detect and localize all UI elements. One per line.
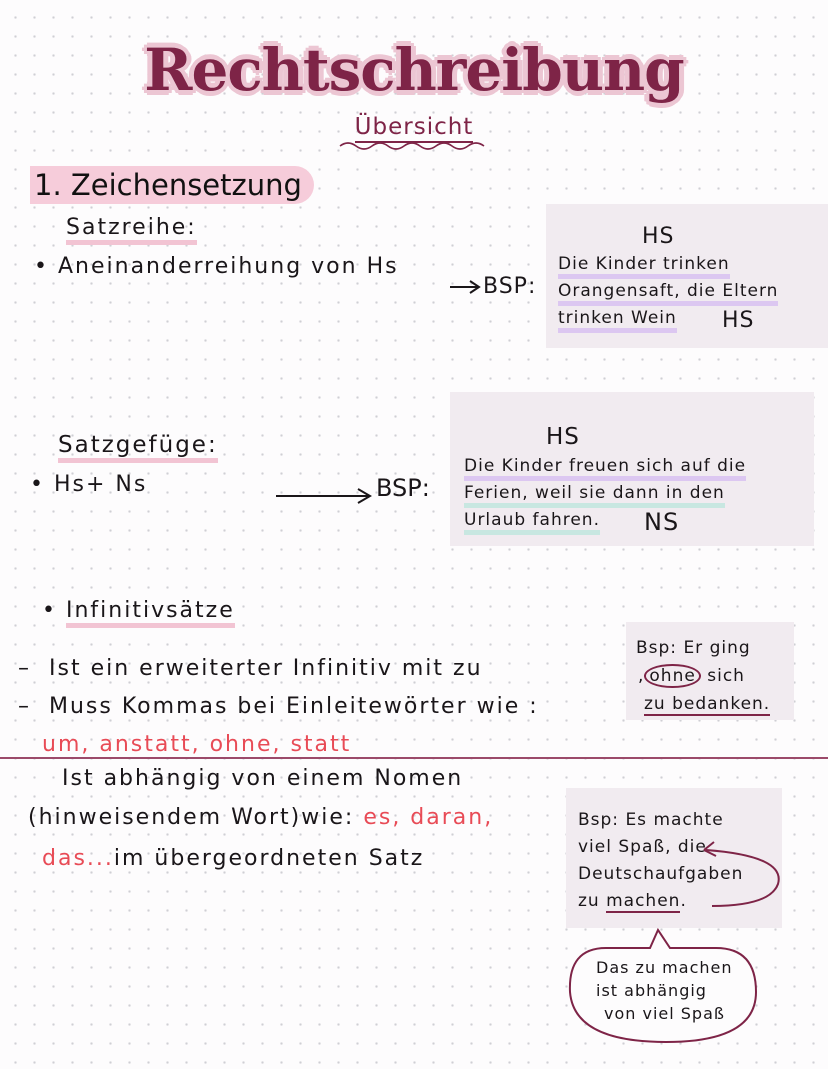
example-card-satzreihe <box>546 204 828 348</box>
satzreihe-bullet: • Aneinanderreihung von Hs <box>34 254 399 279</box>
divider <box>0 757 828 759</box>
bubble-line: Das zu machen <box>596 958 733 977</box>
infinitiv-line: – Ist ein erweiterter Infinitiv mit zu <box>18 656 483 681</box>
example-line: Die Kinder trinken <box>558 254 730 274</box>
example-line: Bsp: Er ging <box>636 638 751 658</box>
example-card-infinitiv <box>626 622 794 720</box>
nomen-line: (hinweisendem Wort)wie: es, daran, <box>28 805 494 830</box>
subtitle-squiggle <box>338 140 488 152</box>
section-heading: 1. Zeichensetzung <box>30 166 314 204</box>
hs-label: HS <box>642 224 675 249</box>
example-line: Orangensaft, die Eltern <box>558 281 778 301</box>
example-line: trinken Wein <box>558 308 677 328</box>
example-line: Bsp: Es machte <box>578 810 724 830</box>
connector-arrow-icon <box>700 836 794 916</box>
hs-label: HS <box>546 424 580 450</box>
infinitiv-heading: • Infinitivsätze <box>42 598 235 623</box>
bubble-line: ist abhängig <box>596 981 707 1000</box>
example-line: Deutschaufgaben <box>578 864 744 884</box>
satzgefuege-bullet: • Hs+ Ns <box>30 472 148 497</box>
satzreihe-heading: Satzreihe: <box>66 215 197 240</box>
example-line: zu machen. <box>578 891 687 911</box>
example-line: Ferien, weil sie dann in den <box>464 483 725 503</box>
page-title: Rechtschreibung <box>144 36 684 104</box>
nomen-line: das...im übergeordneten Satz <box>42 846 425 871</box>
page-subtitle: Übersicht <box>0 114 828 140</box>
bsp-label: BSP: <box>376 474 430 502</box>
bubble-line: von viel Spaß <box>604 1004 725 1023</box>
example-line: , ohne sich <box>638 666 745 686</box>
example-line: viel Spaß, die <box>578 837 707 857</box>
hs-label: HS <box>722 308 755 333</box>
ns-label: NS <box>644 508 680 536</box>
infinitiv-line: – Muss Kommas bei Einleitewörter wie : <box>18 694 539 719</box>
example-card-satzgefuege <box>450 392 814 546</box>
arrow-icon <box>274 486 374 506</box>
example-line: zu bedanken. <box>644 694 771 714</box>
nomen-line: Ist abhängig von einem Nomen <box>62 766 464 791</box>
arrow-icon <box>448 279 484 295</box>
example-line: Urlaub fahren. <box>464 510 600 530</box>
bsp-label: BSP: <box>483 274 537 299</box>
example-line: Die Kinder freuen sich auf die <box>464 456 746 476</box>
satzgefuege-heading: Satzgefüge: <box>58 432 218 458</box>
infinitiv-words: um, anstatt, ohne, statt <box>42 732 352 757</box>
